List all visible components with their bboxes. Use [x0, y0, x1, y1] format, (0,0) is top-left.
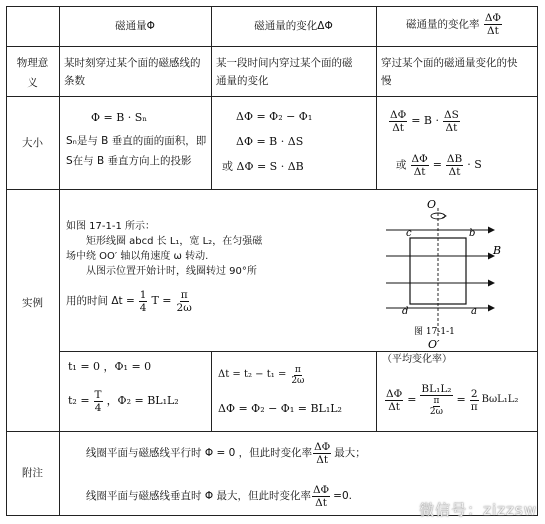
change-formula-2: ΔΦ = B · ΔS — [236, 135, 304, 148]
row-border — [6, 6, 538, 7]
flux-note: Sₙ是与 B 垂直的面的面积，即 S在与 B 垂直方向上的投影 — [66, 135, 207, 167]
corner-label-c: c — [406, 228, 412, 239]
header-flux-change: 磁通量的变化ΔΦ — [254, 20, 333, 32]
example-text: 如图 17-1-1 所示： 矩形线圈 abcd 长 L₁，宽 L₂，在匀强磁 场中绕 OO′ 轴以角速度 ω 转动. 从图示位置开始计时，线圈转过 90°所 — [66, 221, 263, 277]
col-border — [537, 6, 538, 516]
rate-formula-1: $\frac{\Delta\Phi}{\Delta t}$ = B · $\frac{\Delta S}{\Delta t}$ — [390, 108, 459, 134]
row-label-magnitude: 大小 — [22, 137, 43, 149]
axis-label-top: O — [427, 198, 437, 211]
corner-label-d: d — [402, 306, 409, 317]
change-formula-1: ΔΦ = Φ₂ − Φ₁ — [236, 110, 313, 123]
row-border — [6, 431, 538, 432]
corner-label-b: b — [469, 228, 476, 239]
col-border — [376, 6, 377, 190]
sub1-formula-1: t₁ = 0 ，Φ₁ = 0 — [68, 360, 152, 373]
col-border — [211, 351, 212, 432]
note-line-2: 线圈平面与磁感线垂直时 Φ 最大，但此时变化率 $\frac{\Delta\Phi}{\Delta t}$ =0. — [86, 483, 352, 509]
physical-rate-text: 穿过某个面的磁通量变化的快 慢 — [381, 57, 518, 87]
row-border — [6, 189, 538, 190]
rate-formula-2: 或 $\frac{\Delta\Phi}{\Delta t}$ = $\frac{\Delta B}{\Delta t}$ · S — [396, 152, 482, 178]
flux-formula: Φ = B · Sₙ — [91, 111, 148, 124]
example-time-formula: 用的时间 Δt = $\frac{1}{4}$ T = $\frac{\pi}{2\omega}$ — [66, 288, 192, 314]
sub2-formula-1: Δt = t₂ − t₁ = $\frac{\pi}{2\omega}$ — [218, 364, 305, 386]
change-formula-3: 或 ΔΦ = S · ΔB — [222, 160, 304, 173]
physics-table — [6, 6, 538, 516]
row-border — [6, 46, 538, 47]
row-label-note: 附注 — [22, 467, 43, 479]
sub1-formula-2: t₂ = $\frac{T}{4}$ ，Φ₂ = BL₁L₂ — [68, 388, 179, 414]
physical-flux-text: 某时刻穿过某个面的磁感线的 条数 — [64, 57, 201, 87]
note-line-1: 线圈平面与磁感线平行时 Φ = 0 ，但此时变化率 $\frac{\Delta\Phi}{\Delta t}$ 最大； — [86, 440, 366, 466]
col-border — [59, 6, 60, 516]
wechat-watermark: 微信号：zizzsw — [419, 501, 537, 519]
header-flux-rate: 磁通量的变化率 $\frac{\Delta\Phi}{\Delta t}$ — [406, 12, 502, 37]
figure-caption: 图 17-1-1 — [414, 327, 455, 337]
physical-change-text: 某一段时间内穿过某个面的磁 通量的变化 — [216, 57, 353, 87]
row-label-physical: 物理意 义 — [16, 57, 49, 89]
sub2-formula-2: ΔΦ = Φ₂ − Φ₁ = BL₁L₂ — [218, 402, 342, 415]
sub3-title: （平均变化率） — [382, 354, 452, 365]
field-label: B — [493, 244, 502, 257]
row-border — [6, 96, 538, 97]
header-flux: 磁通量Φ — [115, 20, 155, 32]
row-label-example: 实例 — [22, 297, 43, 309]
row-border — [59, 351, 538, 352]
coil-figure — [376, 194, 536, 350]
axis-label-bottom: O′ — [428, 338, 440, 350]
corner-label-a: a — [471, 306, 477, 317]
col-border — [211, 6, 212, 190]
sub3-formula: $\frac{\Delta\Phi}{\Delta t}$ = $\frac{\text{BL₁L₂}}{\frac{\pi}{2\omega}}$ = $\frac{2}{\pi}$ BωL₁L₂ — [386, 383, 519, 417]
col-border — [376, 351, 377, 432]
